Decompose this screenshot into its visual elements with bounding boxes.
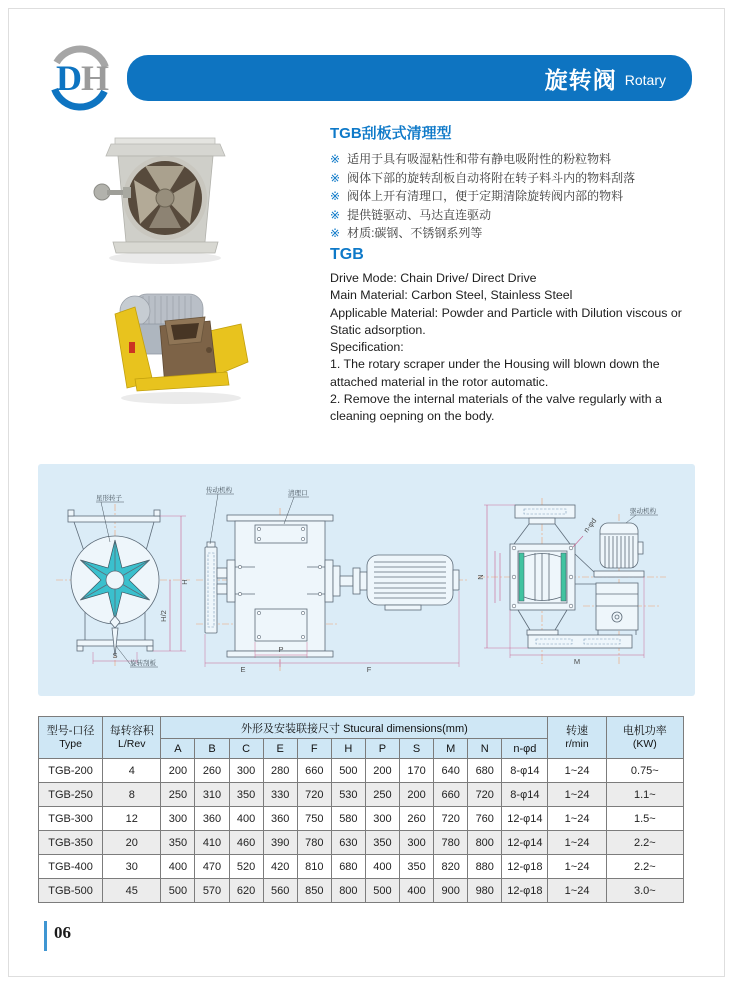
cell-value: 680 bbox=[468, 759, 502, 783]
cell-value: 170 bbox=[400, 759, 434, 783]
cell-value: 310 bbox=[195, 783, 229, 807]
cell-value: 8-φ14 bbox=[502, 783, 548, 807]
product-photo-valve-open bbox=[93, 136, 238, 266]
dim-col-header: P bbox=[365, 739, 399, 759]
bullet-marker-icon: ※ bbox=[330, 226, 341, 240]
cell-value: 720 bbox=[297, 783, 331, 807]
transmission-label: 传动机构 bbox=[206, 487, 232, 494]
bullet-text: 适用于具有吸湿粘性和带有静电吸附性的粉粒物料 bbox=[347, 152, 612, 166]
spec-line: Applicable Material: Powder and Particle with Dilution viscous or Static adsorption. bbox=[330, 305, 682, 337]
cell-value: 390 bbox=[263, 831, 297, 855]
technical-drawing bbox=[38, 464, 695, 696]
cell-value: 470 bbox=[195, 855, 229, 879]
drive-mechanism-label: 驱动机构 bbox=[630, 508, 656, 515]
dim-label-e: E bbox=[240, 665, 246, 674]
cell-value: 350 bbox=[229, 783, 263, 807]
cell-value: 420 bbox=[263, 855, 297, 879]
cell-value: 350 bbox=[400, 855, 434, 879]
cell-value: 260 bbox=[400, 807, 434, 831]
specs-title: TGB bbox=[330, 246, 364, 263]
section-banner bbox=[127, 55, 692, 101]
cell-value: 500 bbox=[161, 879, 195, 903]
gearbox bbox=[596, 583, 638, 630]
cell-value: 1~24 bbox=[548, 879, 606, 903]
cell-value: 580 bbox=[331, 807, 365, 831]
cell-value: 12-φ18 bbox=[502, 855, 548, 879]
intro-section bbox=[330, 122, 708, 243]
cell-value: 45 bbox=[103, 879, 161, 903]
spec-line: Drive Mode: Chain Drive/ Direct Drive bbox=[330, 271, 537, 285]
spec-line: 1. The rotary scraper under the Housing will blown down the attached material in the rotor automatic. bbox=[330, 357, 660, 389]
cell-value: 720 bbox=[434, 807, 468, 831]
cell-value: 12-φ14 bbox=[502, 831, 548, 855]
bullet-marker-icon: ※ bbox=[330, 207, 341, 222]
cell-value: 500 bbox=[331, 759, 365, 783]
cell-value: 300 bbox=[365, 807, 399, 831]
banner-text bbox=[545, 55, 666, 101]
dim-col-header: H bbox=[331, 739, 365, 759]
cell-type: TGB-400 bbox=[39, 855, 103, 879]
cell-value: 1.1~ bbox=[606, 783, 683, 807]
cell-value: 200 bbox=[400, 783, 434, 807]
cell-value: 1~24 bbox=[548, 807, 606, 831]
spec-line: 2. Remove the internal materials of the valve regularly with a cleaning oepning on the body. bbox=[330, 392, 662, 424]
cell-value: 680 bbox=[331, 855, 365, 879]
table-row bbox=[39, 855, 684, 879]
dim-label-f: F bbox=[366, 665, 372, 674]
cell-value: 1~24 bbox=[548, 759, 606, 783]
cell-value: 20 bbox=[103, 831, 161, 855]
table-row bbox=[39, 759, 684, 783]
cell-value: 530 bbox=[331, 783, 365, 807]
col-header-dimensions: 外形及安装联接尺寸 Stucural dimensions(mm) bbox=[161, 717, 548, 739]
dim-col-header: A bbox=[161, 739, 195, 759]
cell-value: 12 bbox=[103, 807, 161, 831]
spec-lines bbox=[330, 270, 708, 426]
table-row bbox=[39, 783, 684, 807]
bullet-text: 提供链驱动、马达直连驱动 bbox=[347, 207, 492, 222]
cell-value: 1~24 bbox=[548, 831, 606, 855]
rotor-label: 星形转子 bbox=[96, 495, 122, 502]
dim-label-h: H bbox=[180, 579, 189, 585]
bullet-marker-icon: ※ bbox=[330, 152, 341, 166]
cell-value: 300 bbox=[161, 807, 195, 831]
dim-col-header: E bbox=[263, 739, 297, 759]
cell-value: 400 bbox=[400, 879, 434, 903]
cell-value: 880 bbox=[468, 855, 502, 879]
cell-value: 400 bbox=[229, 807, 263, 831]
dim-col-header: M bbox=[434, 739, 468, 759]
table-row bbox=[39, 807, 684, 831]
bullet-text: 阀体上开有清理口，便于定期清除旋转阀内部的物料 bbox=[347, 189, 624, 203]
feature-bullet-list bbox=[330, 150, 708, 243]
dim-col-header: n-φd bbox=[502, 739, 548, 759]
bullet-marker-icon: ※ bbox=[330, 189, 341, 203]
chain-drive-guard bbox=[205, 547, 217, 633]
banner-title-zh: 旋转阀 bbox=[544, 66, 617, 93]
cell-value: 760 bbox=[468, 807, 502, 831]
table-body bbox=[39, 759, 684, 903]
cell-value: 820 bbox=[434, 855, 468, 879]
dim-label-nphid: n-φd bbox=[581, 516, 599, 535]
col-header-volume: 每转容积 L/Rev bbox=[103, 717, 161, 759]
cell-value: 2.2~ bbox=[606, 831, 683, 855]
cell-value: 520 bbox=[229, 855, 263, 879]
cell-value: 810 bbox=[297, 855, 331, 879]
technical-drawing-panel bbox=[38, 464, 695, 696]
cell-value: 750 bbox=[297, 807, 331, 831]
cell-value: 0.75~ bbox=[606, 759, 683, 783]
cell-value: 280 bbox=[263, 759, 297, 783]
cell-value: 400 bbox=[365, 855, 399, 879]
cell-type: TGB-300 bbox=[39, 807, 103, 831]
dh-logo bbox=[44, 42, 116, 114]
cell-value: 640 bbox=[434, 759, 468, 783]
cell-value: 360 bbox=[263, 807, 297, 831]
intro-title: TGB刮板式清理型 bbox=[330, 125, 452, 142]
cell-value: 500 bbox=[365, 879, 399, 903]
col-header-power: 电机功率 (KW) bbox=[606, 717, 683, 759]
cell-value: 900 bbox=[434, 879, 468, 903]
col-header-type: 型号-口径 Type bbox=[39, 717, 103, 759]
cell-value: 4 bbox=[103, 759, 161, 783]
cell-value: 460 bbox=[229, 831, 263, 855]
cell-value: 1~24 bbox=[548, 855, 606, 879]
cleaning-port-label: 清理口 bbox=[288, 490, 308, 497]
cell-value: 620 bbox=[229, 879, 263, 903]
motor-side-view bbox=[367, 555, 453, 605]
dim-label-m: M bbox=[573, 657, 581, 666]
cell-value: 30 bbox=[103, 855, 161, 879]
col-header-speed: 转速 r/min bbox=[548, 717, 606, 759]
dim-label-p: P bbox=[278, 645, 284, 654]
cell-type: TGB-350 bbox=[39, 831, 103, 855]
cell-value: 350 bbox=[365, 831, 399, 855]
cell-value: 1~24 bbox=[548, 783, 606, 807]
cell-value: 8 bbox=[103, 783, 161, 807]
logo-letter-h: H bbox=[81, 58, 110, 98]
page-number: 06 bbox=[54, 923, 71, 942]
bullet-marker-icon: ※ bbox=[330, 170, 341, 185]
cell-value: 12-φ14 bbox=[502, 807, 548, 831]
bullet-text: 材质:碳钢、不锈钢系列等 bbox=[347, 226, 483, 240]
cell-value: 200 bbox=[161, 759, 195, 783]
cell-value: 330 bbox=[263, 783, 297, 807]
feature-bullet bbox=[330, 187, 708, 206]
dim-col-header: C bbox=[229, 739, 263, 759]
cell-type: TGB-200 bbox=[39, 759, 103, 783]
feature-bullet bbox=[330, 150, 708, 169]
cell-type: TGB-250 bbox=[39, 783, 103, 807]
cell-value: 800 bbox=[468, 831, 502, 855]
feature-bullet bbox=[330, 224, 708, 243]
page-number-bar bbox=[44, 921, 47, 951]
cell-value: 1.5~ bbox=[606, 807, 683, 831]
dim-label-n: N bbox=[476, 574, 485, 580]
cell-value: 260 bbox=[195, 759, 229, 783]
cell-value: 980 bbox=[468, 879, 502, 903]
specs-section bbox=[330, 246, 708, 426]
spec-line: Specification: bbox=[330, 340, 404, 355]
cell-value: 570 bbox=[195, 879, 229, 903]
cell-value: 200 bbox=[365, 759, 399, 783]
dim-label-h2: H/2 bbox=[159, 610, 168, 622]
spec-line: Main Material: Carbon Steel, Stainless Steel bbox=[330, 288, 573, 303]
cell-value: 720 bbox=[468, 783, 502, 807]
cell-value: 800 bbox=[331, 879, 365, 903]
cell-value: 410 bbox=[195, 831, 229, 855]
cell-value: 250 bbox=[365, 783, 399, 807]
dim-col-header: F bbox=[297, 739, 331, 759]
banner-title-en: Rotary bbox=[624, 72, 666, 88]
dim-col-header: B bbox=[195, 739, 229, 759]
table-row bbox=[39, 879, 684, 903]
feature-bullet bbox=[330, 206, 708, 225]
dim-col-header: N bbox=[468, 739, 502, 759]
motor-end-view bbox=[600, 523, 638, 568]
cell-value: 2.2~ bbox=[606, 855, 683, 879]
dim-col-header: S bbox=[400, 739, 434, 759]
product-photo-valve-motor bbox=[105, 286, 255, 406]
cell-value: 8-φ14 bbox=[502, 759, 548, 783]
bullet-text: 阀体下部的旋转刮板自动将附在转子料斗内的物料刮落 bbox=[347, 170, 636, 185]
cell-value: 400 bbox=[161, 855, 195, 879]
logo-letter-d: D bbox=[56, 58, 82, 98]
feature-bullet bbox=[330, 169, 708, 188]
cell-value: 3.0~ bbox=[606, 879, 683, 903]
cell-value: 560 bbox=[263, 879, 297, 903]
cell-value: 660 bbox=[434, 783, 468, 807]
table-row bbox=[39, 831, 684, 855]
cell-value: 660 bbox=[297, 759, 331, 783]
cell-value: 300 bbox=[229, 759, 263, 783]
dimension-table bbox=[38, 716, 684, 903]
cell-type: TGB-500 bbox=[39, 879, 103, 903]
cell-value: 780 bbox=[297, 831, 331, 855]
cell-value: 350 bbox=[161, 831, 195, 855]
cell-value: 360 bbox=[195, 807, 229, 831]
cell-value: 630 bbox=[331, 831, 365, 855]
dim-label-s: S bbox=[112, 651, 118, 660]
cell-value: 250 bbox=[161, 783, 195, 807]
cell-value: 850 bbox=[297, 879, 331, 903]
cell-value: 780 bbox=[434, 831, 468, 855]
scraper-label: 旋转刮板 bbox=[130, 660, 156, 667]
cell-value: 300 bbox=[400, 831, 434, 855]
cell-value: 12-φ18 bbox=[502, 879, 548, 903]
